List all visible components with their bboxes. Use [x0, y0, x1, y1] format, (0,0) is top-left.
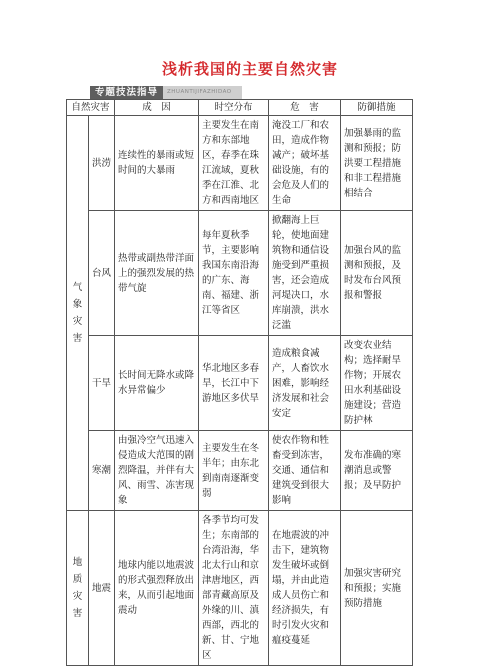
table-row: [67, 211, 413, 336]
cause-cell: 长时间无降水或降水异常偏少: [115, 336, 199, 431]
measures-cell: 发布准确的寒潮消息或警报；及早防护: [341, 431, 413, 511]
header-distribution: 时空分布: [199, 100, 269, 116]
disaster-type: 干旱: [89, 336, 115, 431]
table-row: [67, 431, 413, 511]
category-meteorological: 气 象 灾 害: [67, 116, 89, 511]
harm-cell: 掀翻海上巨轮，使地面建筑物和通信设施受到严重损害，还会造成河堤决口，水库崩溃，洪水泛滥: [269, 211, 341, 336]
distribution-cell: 主要发生在南方和东部地区，春季在珠江流域，夏秋季在江淮、北方和西南地区: [199, 116, 269, 211]
disaster-type: 寒潮: [89, 431, 115, 511]
measures-cell: 加强台风的监测和预报，及时发布台风预报和警报: [341, 211, 413, 336]
table-row: [67, 336, 413, 431]
cause-cell: 地球内能以地震波的形式强烈释放出来，从而引起地面震动: [115, 511, 199, 666]
table-row: [67, 116, 413, 211]
disaster-type: 洪涝: [89, 116, 115, 211]
category-geological: 地 质 灾 害: [67, 511, 89, 666]
cause-cell: 连续性的暴雨或短时间的大暴雨: [115, 116, 199, 211]
page-title: 浅析我国的主要自然灾害: [161, 60, 338, 78]
section-tag-label: 专题技法指导: [90, 86, 163, 99]
cause-cell: 由强冷空气迅速入侵造成大范围的剧烈降温，并伴有大风、雨雪、冻害现象: [115, 431, 199, 511]
table-header-row: [67, 100, 413, 116]
cause-cell: 热带或副热带洋面上的强烈发展的热带气旋: [115, 211, 199, 336]
measures-cell: 加强暴雨的监测和预报；防洪要工程措施和非工程措施相结合: [341, 116, 413, 211]
disaster-type: 地震: [89, 511, 115, 666]
harm-cell: 淹没工厂和农田，造成作物减产；破坏基础设施，有的会危及人们的生命: [269, 116, 341, 211]
section-tag: [90, 86, 242, 99]
disaster-type: 台风: [89, 211, 115, 336]
harm-cell: 造成粮食减产，人畜饮水困难，影响经济发展和社会安定: [269, 336, 341, 431]
distribution-cell: 每年夏秋季节，主要影响我国东南沿海的广东、海南、福建、浙江等省区: [199, 211, 269, 336]
header-measures: 防御措施: [341, 100, 413, 116]
distribution-cell: 华北地区多春旱，长江中下游地区多伏旱: [199, 336, 269, 431]
header-disaster: 自然灾害: [67, 100, 115, 116]
measures-cell: 加强灾害研究和预报；实施预防措施: [341, 511, 413, 666]
header-harm: 危 害: [269, 100, 341, 116]
section-tag-pinyin: ZHUANTIJIFAZHIDAO: [163, 86, 242, 99]
harm-cell: 在地震波的冲击下，建筑物发生破坏或倒塌，并由此造成人员伤亡和经济损失，有时引发火灾和瘟疫蔓延: [269, 511, 341, 666]
distribution-cell: 主要发生在冬半年；由东北到南南逐渐变弱: [199, 431, 269, 511]
measures-cell: 改变农业结构；选择耐旱作物；开展农田水利基础设施建设；营造防护林: [341, 336, 413, 431]
disaster-table: [66, 99, 413, 666]
table-row: [67, 511, 413, 666]
harm-cell: 使农作物和牲畜受到冻害，交通、通信和建筑受到很大影响: [269, 431, 341, 511]
distribution-cell: 各季节均可发生；东南部的台湾沿海，华北太行山和京津唐地区，西部青藏高原及外缘的川、滇西部，西北的新、甘、宁地区: [199, 511, 269, 666]
header-cause: 成 因: [115, 100, 199, 116]
